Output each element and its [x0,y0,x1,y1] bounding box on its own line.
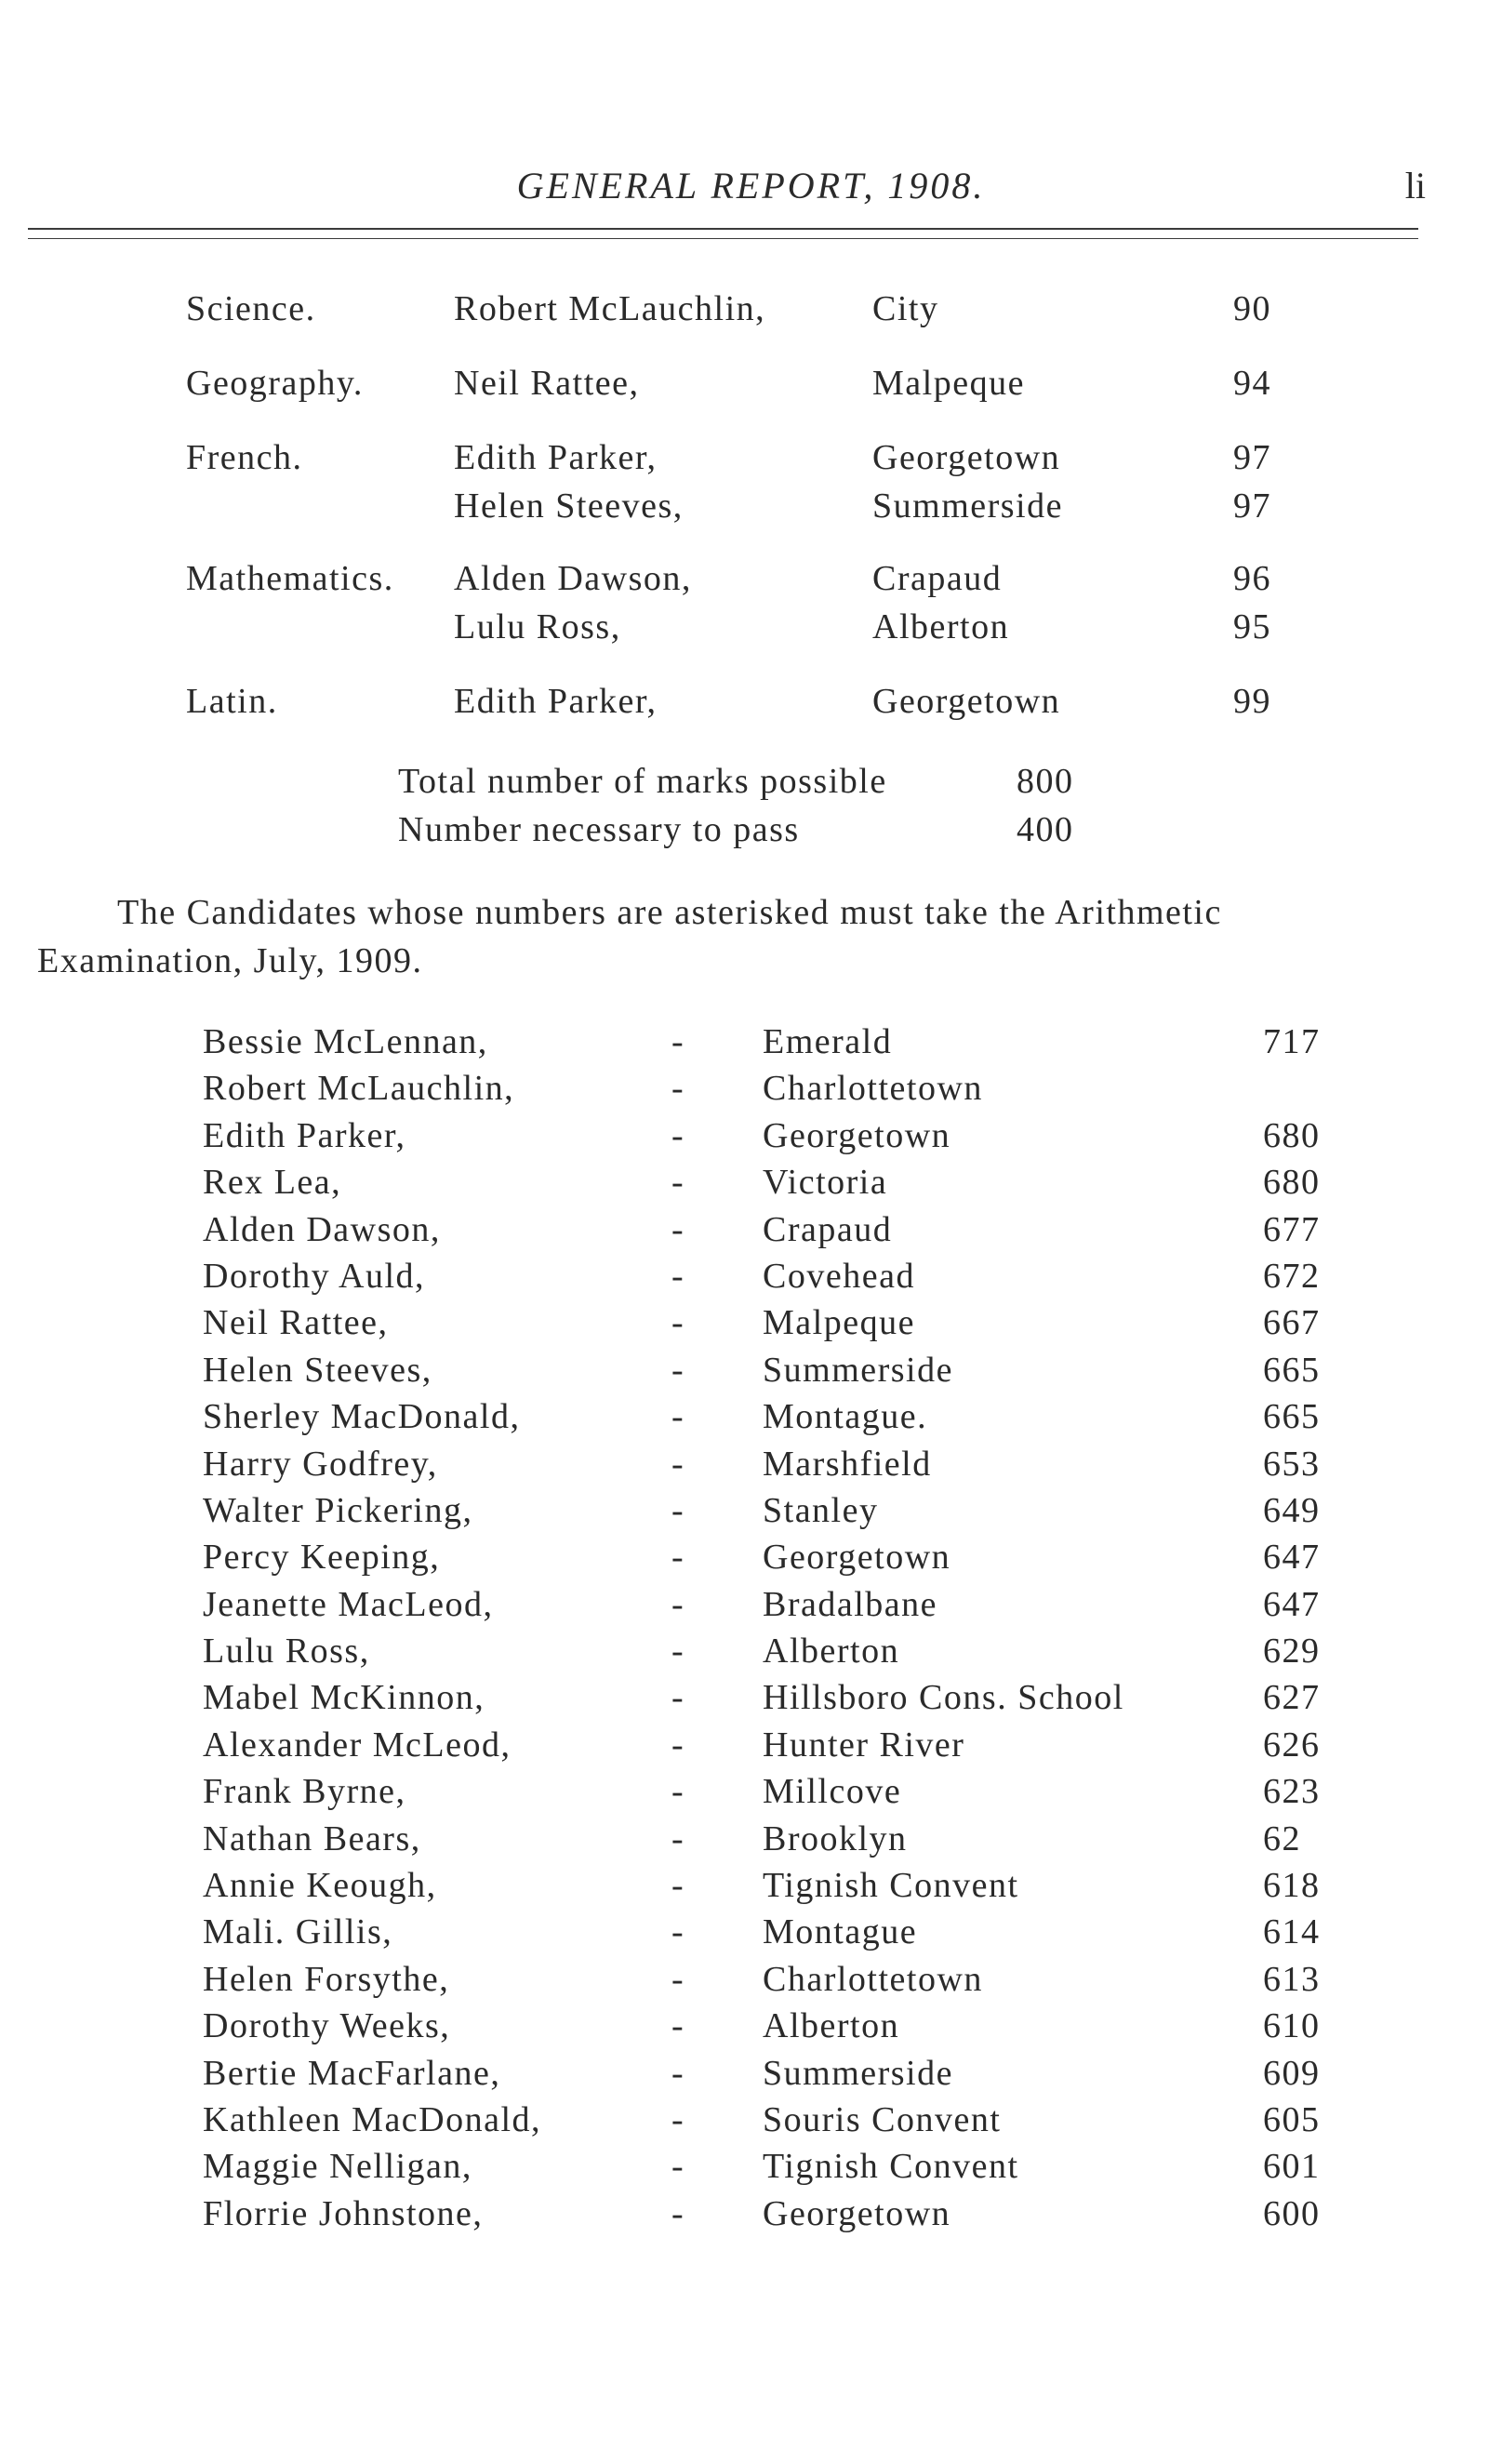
candidate-dash: - [671,1772,685,1812]
candidate-row [0,1865,1502,1911]
candidate-row [0,2099,1502,2146]
pass-mark-value: 400 [1017,810,1074,849]
winner-score: 97 [1233,438,1271,477]
note-line-2: Examination, July, 1909. [37,941,423,980]
winner-score: 94 [1233,364,1271,403]
candidate-name: Harry Godfrey, [203,1444,438,1484]
candidate-row [0,2146,1502,2192]
candidate-place: Summerside [763,1350,953,1390]
candidate-place: Summerside [763,2053,953,2093]
candidate-name: Sherley MacDonald, [203,1397,521,1437]
winner-name: Helen Steeves, [454,486,684,526]
candidate-row [0,2005,1502,2052]
candidate-score: 629 [1263,1632,1321,1672]
winner-name: Alden Dawson, [454,559,692,598]
candidate-place: Georgetown [763,1538,951,1578]
candidate-dash: - [671,2147,685,2187]
candidate-place: Tignish Convent [763,2147,1019,2187]
winner-score: 90 [1233,289,1271,328]
page-number: li [1404,165,1426,206]
candidate-name: Maggie Nelligan, [203,2147,472,2187]
candidate-name: Kathleen MacDonald, [203,2099,542,2139]
candidate-dash: - [671,1397,685,1437]
candidate-name: Jeanette MacLeod, [203,1584,494,1624]
candidate-dash: - [671,1818,685,1858]
candidate-dash: - [671,1584,685,1624]
pass-mark-label: Number necessary to pass [398,810,800,849]
header-rule [28,228,1418,230]
winner-place: Malpeque [872,364,1025,403]
candidate-row [0,1584,1502,1631]
candidate-dash: - [671,1632,685,1672]
candidate-name: Mali. Gillis, [203,1912,393,1952]
candidate-name: Florrie Johnstone, [203,2193,484,2233]
candidate-score: 626 [1263,1725,1321,1765]
candidate-name: Annie Keough, [203,1866,437,1906]
total-possible-label: Total number of marks possible [398,762,887,801]
winner-place: Georgetown [872,438,1061,477]
winner-score: 99 [1233,682,1271,721]
winner-place: Alberton [872,607,1010,646]
candidate-name: Alden Dawson, [203,1209,441,1249]
candidate-name: Alexander McLeod, [203,1725,512,1765]
winner-place: Georgetown [872,682,1061,721]
total-possible-value: 800 [1017,762,1074,801]
candidate-score: 672 [1263,1256,1321,1296]
candidate-row [0,1021,1502,1068]
candidate-place: Georgetown [763,2193,951,2233]
candidate-place: Alberton [763,2006,900,2046]
winner-place: Summerside [872,486,1063,526]
candidate-score: 680 [1263,1163,1321,1203]
candidate-dash: - [671,1725,685,1765]
candidate-name: Neil Rattee, [203,1303,389,1343]
candidate-row [0,1115,1502,1162]
candidate-place: Georgetown [763,1115,951,1155]
candidate-place: Souris Convent [763,2099,1002,2139]
subject-label: Science. [186,289,316,328]
candidate-place: Hunter River [763,1725,965,1765]
candidate-place: Bradalbane [763,1584,938,1624]
candidate-row [0,1350,1502,1396]
candidate-score: 677 [1263,1209,1321,1249]
subject-label: Latin. [186,682,278,721]
candidate-list [0,1021,1502,2240]
candidate-dash: - [671,1022,685,1061]
candidate-dash: - [671,1912,685,1952]
candidate-dash: - [671,1256,685,1296]
candidate-row [0,1911,1502,1958]
candidate-score: 665 [1263,1350,1321,1390]
candidate-score: 613 [1263,1959,1321,1999]
winner-name: Edith Parker, [454,682,658,721]
candidate-row [0,2053,1502,2099]
candidate-row [0,1444,1502,1490]
candidate-name: Dorothy Weeks, [203,2006,451,2046]
candidate-name: Mabel McKinnon, [203,1678,485,1718]
candidate-row [0,1818,1502,1865]
candidate-name: Bertie MacFarlane, [203,2053,501,2093]
candidate-name: Rex Lea, [203,1163,342,1203]
subject-winner-row [0,363,1502,411]
candidate-place: Millcove [763,1772,902,1812]
candidate-dash: - [671,2053,685,2093]
candidate-name: Percy Keeping, [203,1538,441,1578]
candidate-name: Bessie McLennan, [203,1022,488,1061]
winner-name: Edith Parker, [454,438,658,477]
candidate-place: Emerald [763,1022,893,1061]
candidate-place: Stanley [763,1490,879,1530]
candidate-score: 601 [1263,2147,1321,2187]
candidate-dash: - [671,2006,685,2046]
subject-winner-row [0,681,1502,729]
candidate-dash: - [671,1069,685,1109]
candidate-row [0,1725,1502,1771]
candidate-place: Victoria [763,1163,888,1203]
candidate-row [0,1209,1502,1256]
candidate-row [0,1162,1502,1208]
candidate-row [0,1302,1502,1349]
candidate-row [0,1256,1502,1302]
subject-winner-row [0,437,1502,486]
subject-winner-row [0,606,1502,655]
candidate-score: 649 [1263,1490,1321,1530]
candidate-row [0,1537,1502,1583]
candidate-score: 623 [1263,1772,1321,1812]
subject-label: Mathematics. [186,559,394,598]
candidate-place: Malpeque [763,1303,915,1343]
candidate-score: 610 [1263,2006,1321,2046]
candidate-name: Dorothy Auld, [203,1256,426,1296]
candidate-score: 667 [1263,1303,1321,1343]
candidate-score: 600 [1263,2193,1321,2233]
candidate-score: 62 [1263,1818,1310,1858]
candidate-dash: - [671,1490,685,1530]
candidate-score: 605 [1263,2099,1321,2139]
candidate-row [0,1490,1502,1537]
candidate-name: Robert McLauchlin, [203,1069,515,1109]
candidate-dash: - [671,1866,685,1906]
candidate-place: Covehead [763,1256,915,1296]
candidate-row [0,1396,1502,1443]
candidate-name: Nathan Bears, [203,1818,421,1858]
candidate-place: Charlottetown [763,1959,983,1999]
winner-name: Robert McLauchlin, [454,289,766,328]
candidate-dash: - [671,1163,685,1203]
subject-winner-row [0,288,1502,337]
winner-name: Lulu Ross, [454,607,621,646]
candidate-dash: - [671,1209,685,1249]
winner-score: 95 [1233,607,1271,646]
candidate-score: 627 [1263,1678,1321,1718]
candidate-place: Charlottetown [763,1069,983,1109]
note-line-1: The Candidates whose numbers are asterisked must take the Arithmetic [117,893,1222,932]
winner-name: Neil Rattee, [454,364,640,403]
candidate-dash: - [671,1959,685,1999]
subject-winner-row [0,558,1502,606]
candidate-place: Montague. [763,1397,928,1437]
candidate-score: 614 [1263,1912,1321,1952]
candidate-row [0,1677,1502,1724]
candidate-row [0,1771,1502,1818]
candidate-dash: - [671,2193,685,2233]
candidate-dash: - [671,1538,685,1578]
winner-place: City [872,289,939,328]
candidate-place: Hillsboro Cons. School [763,1678,1124,1718]
candidate-name: Helen Steeves, [203,1350,432,1390]
header-rule-thin [28,238,1418,239]
subject-winner-row [0,486,1502,534]
candidate-row [0,1959,1502,2005]
candidate-score: 717 [1263,1022,1321,1061]
candidate-dash: - [671,1678,685,1718]
candidate-score: 609 [1263,2053,1321,2093]
candidate-score: 680 [1263,1115,1321,1155]
candidate-dash: - [671,1350,685,1390]
candidate-place: Montague [763,1912,918,1952]
candidate-score: 647 [1263,1538,1321,1578]
candidate-row [0,1068,1502,1114]
candidate-place: Crapaud [763,1209,893,1249]
candidate-dash: - [671,1444,685,1484]
candidate-name: Edith Parker, [203,1115,406,1155]
subject-label: French. [186,438,303,477]
candidate-row [0,1631,1502,1677]
candidate-score: 647 [1263,1584,1321,1624]
candidate-score: 665 [1263,1397,1321,1437]
candidate-place: Tignish Convent [763,1866,1019,1906]
candidate-name: Frank Byrne, [203,1772,406,1812]
running-header-title: GENERAL REPORT, 1908. [516,165,986,206]
arithmetic-note [37,888,1442,985]
winner-score: 97 [1233,486,1271,526]
candidate-dash: - [671,2099,685,2139]
candidate-place: Brooklyn [763,1818,908,1858]
candidate-name: Lulu Ross, [203,1632,370,1672]
candidate-score: 653 [1263,1444,1321,1484]
candidate-name: Helen Forsythe, [203,1959,450,1999]
winner-score: 96 [1233,559,1271,598]
candidate-place: Marshfield [763,1444,932,1484]
candidate-name: Walter Pickering, [203,1490,473,1530]
subject-label: Geography. [186,364,364,403]
candidate-row [0,2193,1502,2240]
candidate-place: Alberton [763,1632,900,1672]
winner-place: Crapaud [872,559,1003,598]
candidate-dash: - [671,1115,685,1155]
candidate-dash: - [671,1303,685,1343]
candidate-score: 618 [1263,1866,1321,1906]
